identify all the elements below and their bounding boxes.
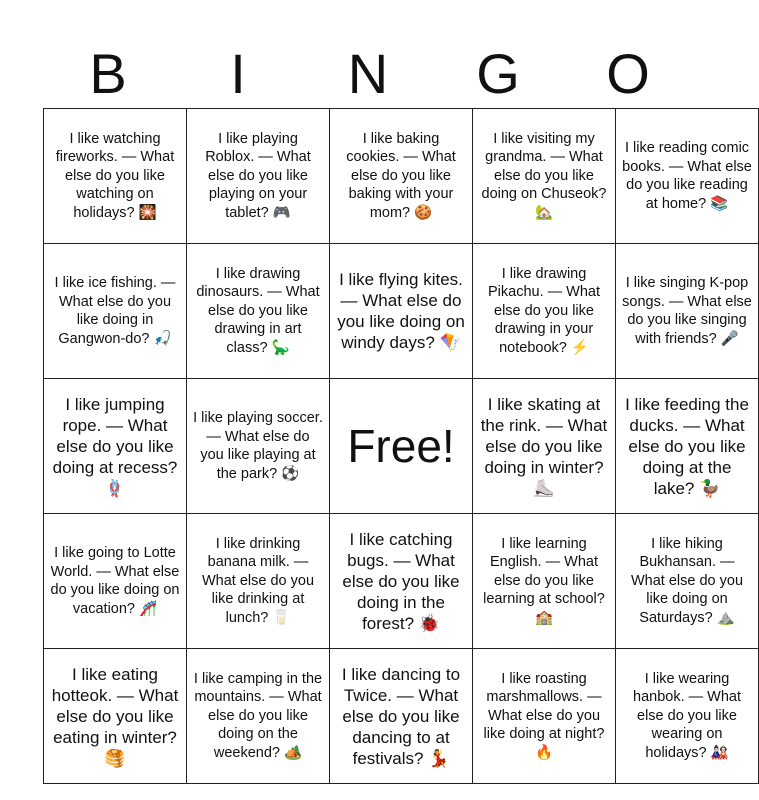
bingo-row bbox=[44, 379, 759, 514]
bingo-cell[interactable]: I like visiting my grandma. — What else do you like doing on Chuseok? 🏡 bbox=[473, 109, 616, 244]
header-letter-b: B bbox=[89, 42, 127, 105]
bingo-cell[interactable]: I like drawing Pikachu. — What else do you like drawing in your notebook? ⚡ bbox=[473, 244, 616, 379]
bingo-row bbox=[44, 244, 759, 379]
bingo-cell[interactable]: I like baking cookies. — What else do you like baking with your mom? 🍪 bbox=[330, 109, 473, 244]
bingo-cell[interactable]: I like going to Lotte World. — What else do you like doing on vacation? 🎢 bbox=[44, 514, 187, 649]
bingo-cell[interactable]: I like singing K-pop songs. — What else do you like singing with friends? 🎤 bbox=[616, 244, 759, 379]
header-letter-i: I bbox=[230, 42, 246, 105]
bingo-cell[interactable]: I like feeding the ducks. — What else do you like doing at the lake? 🦆 bbox=[616, 379, 759, 514]
bingo-cell[interactable]: I like dancing to Twice. — What else do you like dancing to at festivals? 💃 bbox=[330, 649, 473, 784]
bingo-cell[interactable]: I like skating at the rink. — What else do you like doing in winter? ⛸️ bbox=[473, 379, 616, 514]
bingo-cell[interactable]: I like playing soccer. — What else do you like playing at the park? ⚽ bbox=[187, 379, 330, 514]
bingo-cell[interactable]: I like playing Roblox. — What else do you like playing on your tablet? 🎮 bbox=[187, 109, 330, 244]
bingo-grid bbox=[43, 108, 759, 784]
bingo-cell[interactable]: I like wearing hanbok. — What else do you like wearing on holidays? 🎎 bbox=[616, 649, 759, 784]
bingo-cell[interactable]: I like learning English. — What else do you like learning at school? 🏫 bbox=[473, 514, 616, 649]
bingo-cell[interactable]: I like roasting marshmallows. — What else do you like doing at night? 🔥 bbox=[473, 649, 616, 784]
bingo-header bbox=[43, 40, 693, 108]
free-space[interactable]: Free! bbox=[330, 379, 473, 514]
header-letter-n: N bbox=[347, 42, 389, 105]
header-letter-o: O bbox=[606, 42, 650, 105]
bingo-row bbox=[44, 109, 759, 244]
bingo-cell[interactable]: I like hiking Bukhansan. — What else do you like doing on Saturdays? ⛰️ bbox=[616, 514, 759, 649]
bingo-cell[interactable]: I like ice fishing. — What else do you like doing in Gangwon-do? 🎣 bbox=[44, 244, 187, 379]
bingo-cell[interactable]: I like eating hotteok. — What else do you like eating in winter? 🥞 bbox=[44, 649, 187, 784]
bingo-cell[interactable]: I like drawing dinosaurs. — What else do you like drawing in art class? 🦕 bbox=[187, 244, 330, 379]
bingo-cell[interactable]: I like flying kites. — What else do you like doing on windy days? 🪁 bbox=[330, 244, 473, 379]
bingo-cell[interactable]: I like catching bugs. — What else do you like doing in the forest? 🐞 bbox=[330, 514, 473, 649]
bingo-row bbox=[44, 649, 759, 784]
bingo-row bbox=[44, 514, 759, 649]
bingo-cell[interactable]: I like reading comic books. — What else do you like reading at home? 📚 bbox=[616, 109, 759, 244]
bingo-cell[interactable]: I like camping in the mountains. — What else do you like doing on the weekend? 🏕️ bbox=[187, 649, 330, 784]
header-letter-g: G bbox=[476, 42, 520, 105]
bingo-cell[interactable]: I like jumping rope. — What else do you like doing at recess? 🪢 bbox=[44, 379, 187, 514]
bingo-cell[interactable]: I like drinking banana milk. — What else do you like drinking at lunch? 🥛 bbox=[187, 514, 330, 649]
bingo-cell[interactable]: I like watching fireworks. — What else do you like watching on holidays? 🎇 bbox=[44, 109, 187, 244]
